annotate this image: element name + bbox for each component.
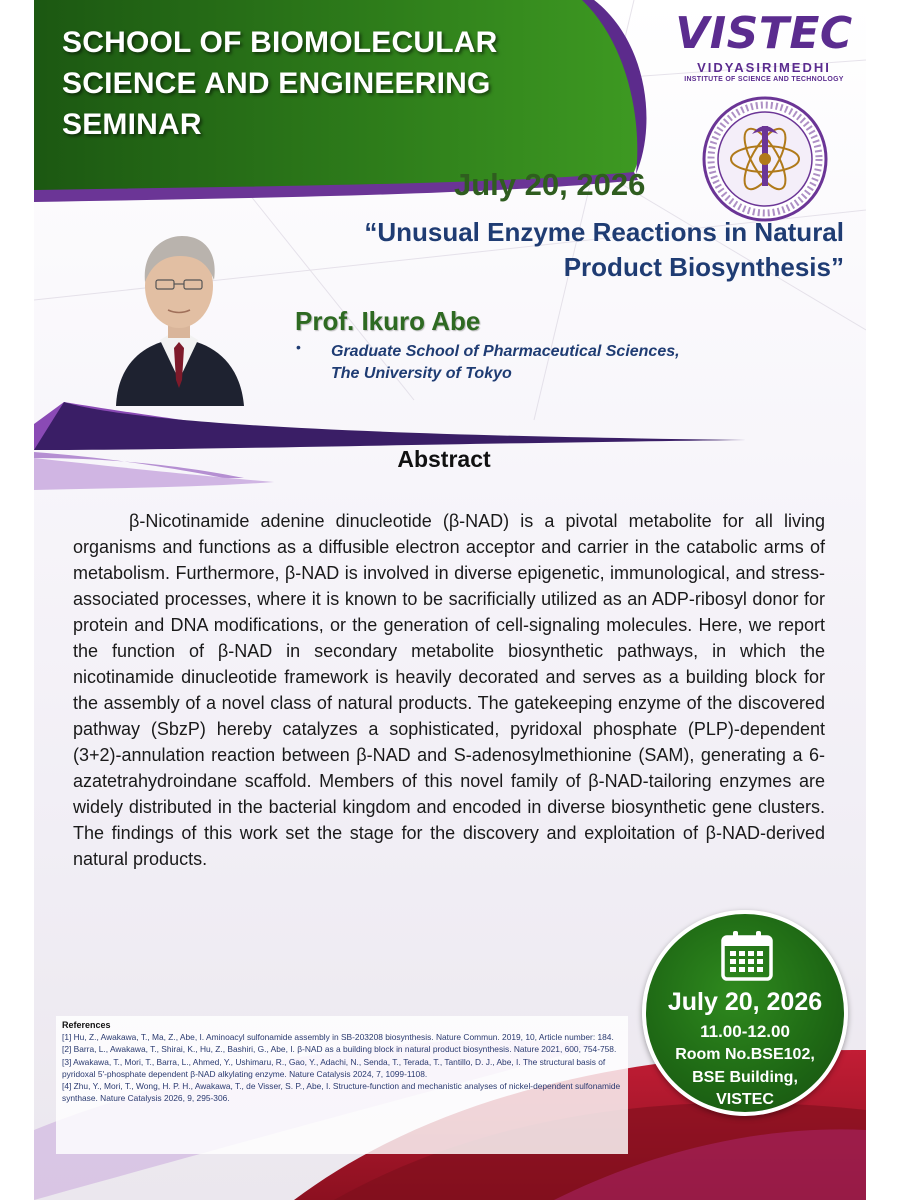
abstract-heading: Abstract	[397, 446, 491, 472]
abstract-body: β-Nicotinamide adenine dinucleotide (β-NAD) is a pivotal metabolite for all living organisms and functions as a diffusible electron acceptor and carrier in the catabolic arms of metabolism. Furthermore, β-NAD is involved in diverse epigenetic, immunological, and stress-associated processes, where it is known to be sacrificially utilized as an ADP-ribosyl donor for protein and DNA modifications, or the generation of cell-signaling molecules. Here, we report the function of β-NAD in secondary metabolite biosynthetic pathways, in which the nicotinamide dinucleotide framework is heavily decorated and serves as a building block for the assembly of a novel class of natural products. The gatekeeping enzyme of the discovered pathway (SbzP) hereby catalyzes a sophisticated, pyridoxal phosphate (PLP)-dependent (3+2)-annulation reaction between β-NAD and S-adenosylmethionine (SAM), generating a 6-azatetrahydroindane scaffold. Members of this novel family of β-NAD-tailoring enzymes are widely distributed in the bacterial kingdom and encoded in diverse biosynthetic gene clusters. The findings of this work set the stage for the discovery and exploitation of β-NAD-derived natural products.	[73, 511, 825, 869]
reference-item: [3] Awakawa, T., Mori, T., Barra, L., Ahmed, Y., Ushimaru, R., Gao, Y., Adachi, N., Senda, T., Terada, T., Tantillo, D. J., Abe, I. The structural basis of pyridoxal 5'-phosphate dependent β-NAD alkylating enzyme. Nature Catalysis 2024, 7, 1099-1108.	[62, 1056, 606, 1079]
vistec-logo-wordmark: VISTEC	[675, 8, 853, 59]
references-box	[56, 1016, 628, 1154]
event-room: Room No.BSE102,	[675, 1046, 815, 1063]
event-date: July 20, 2026	[667, 988, 823, 1016]
series-title-line-2: SCIENCE AND ENGINEERING	[62, 67, 491, 100]
reference-item: [4] Zhu, Y., Mori, T., Wong, H. P. H., Awakawa, T., de Visser, S. P., Abe, I. Structure-function and mechanistic analyses of nickel-dependent sulfonamide synthase. Nature Catalysis 2026, 9, 295-306.	[62, 1081, 621, 1104]
speaker-photo	[108, 230, 250, 406]
seminar-date: July 20, 2026	[454, 167, 646, 202]
calendar-icon	[720, 930, 774, 982]
ministry-seal-icon	[702, 96, 828, 222]
series-title-line-3: SEMINAR	[62, 108, 202, 141]
series-title-line-1: SCHOOL OF BIOMOLECULAR	[62, 26, 498, 59]
seminar-poster	[34, 0, 866, 1200]
talk-title-line-2: Product Biosynthesis”	[563, 252, 844, 282]
talk-title-line-1: “Unusual Enzyme Reactions in Natural	[364, 217, 844, 247]
event-info-circle	[642, 910, 848, 1116]
seminar-series-title	[62, 22, 582, 145]
affiliation-line-1: Graduate School of Pharmaceutical Sciences,	[331, 343, 680, 360]
vistec-logo-subtitle: VIDYASIRIMEDHI	[697, 60, 831, 75]
references-heading: References	[62, 1020, 111, 1030]
event-building: BSE Building,	[692, 1069, 798, 1086]
speaker-affiliation	[331, 341, 680, 385]
speaker-name: Prof. Ikuro Abe	[295, 306, 481, 336]
reference-item: [2] Barra, L., Awakawa, T., Shirai, K., Hu, Z., Bashiri, G., Abe, I. β-NAD as a building block in natural product biosynthesis. Nature 2021, 600, 754-758.	[62, 1044, 617, 1055]
vistec-logo-tagline: INSTITUTE OF SCIENCE AND TECHNOLOGY	[684, 76, 844, 83]
event-time: 11.00-12.00	[700, 1022, 790, 1041]
vistec-logo	[669, 10, 859, 90]
event-venue: VISTEC	[716, 1091, 774, 1108]
affiliation-bullet: •	[296, 339, 301, 355]
reference-item: [1] Hu, Z., Awakawa, T., Ma, Z., Abe, I. Aminoacyl sulfonamide assembly in SB-203208 biosynthesis. Nature Commun. 2019, 10, Article number: 184.	[62, 1032, 614, 1043]
talk-title	[284, 215, 844, 285]
affiliation-line-2: The University of Tokyo	[331, 365, 512, 382]
